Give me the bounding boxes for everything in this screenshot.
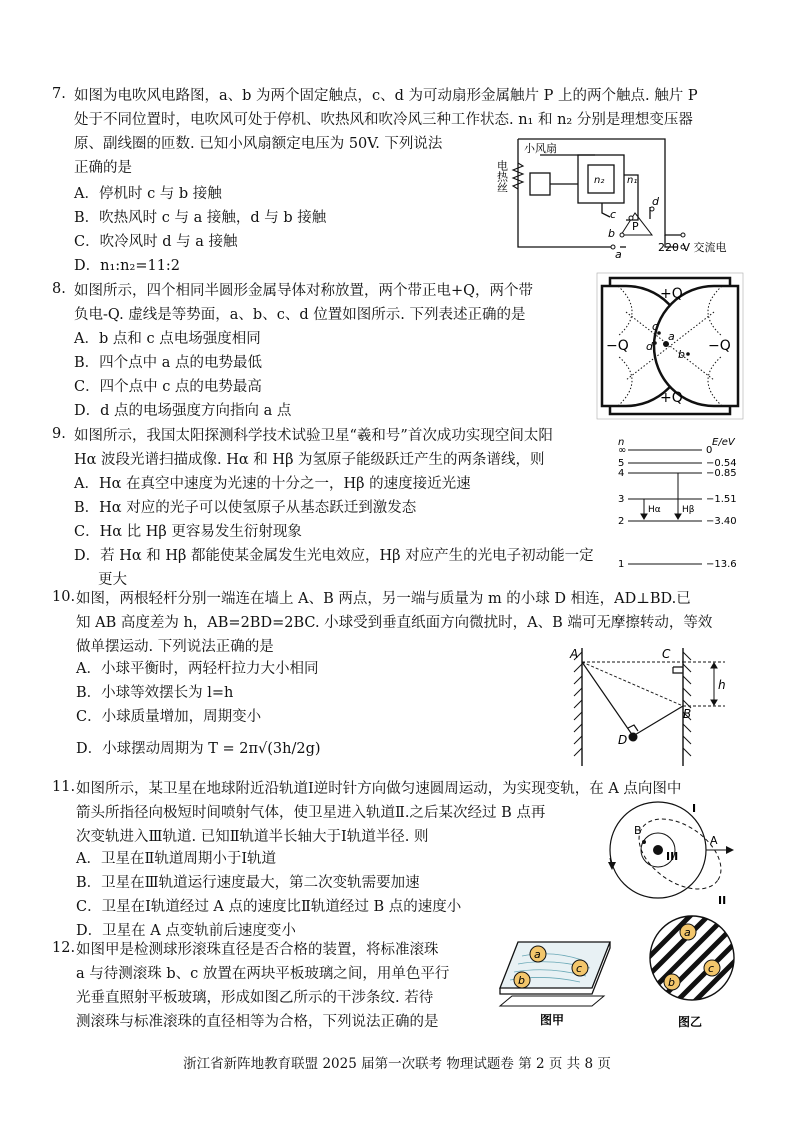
label-n1: n₁: [627, 175, 638, 186]
label-A: A: [570, 647, 579, 661]
label-II: II: [718, 894, 727, 907]
option-d[interactable]: D．d 点的电场强度方向指向 a 点: [74, 403, 292, 419]
label-B: B: [634, 824, 642, 837]
question-number: 11.: [52, 779, 76, 795]
bottom-charge-label: +Q: [660, 390, 683, 406]
q12-figure-jia: [492, 936, 620, 1032]
option-b[interactable]: B．卫星在Ⅲ轨道运行速度最大，第二次变轨需要加速: [76, 875, 420, 891]
option-a[interactable]: A．卫星在Ⅱ轨道周期小于Ⅰ轨道: [76, 851, 277, 867]
energy-level-value: 0: [706, 445, 713, 456]
option-d[interactable]: D．n₁:n₂=11:2: [74, 258, 181, 274]
stem-line: 如图所示，某卫星在地球附近沿轨道Ⅰ逆时针方向做匀速圆周运动，为实现变轨，在 A 点向图中: [76, 781, 682, 797]
stem-line: Hα 波段光谱扫描成像. Hα 和 Hβ 为氢原子能级跃迁产生的两条谱线，则: [74, 452, 545, 468]
q9-energy-level-figure: [612, 436, 752, 572]
label-c: c: [610, 208, 617, 221]
label-n2: n₂: [594, 175, 605, 186]
point-c-label: c: [652, 320, 659, 333]
q11-orbit-figure: [600, 800, 752, 910]
option-b[interactable]: B．吹热风时 c 与 a 接触，d 与 b 接触: [74, 210, 327, 226]
label-A: A: [710, 834, 718, 847]
label-p: P: [632, 220, 639, 233]
option-a[interactable]: A．停机时 c 与 b 接触: [74, 186, 222, 202]
point-d-label: d: [646, 340, 653, 353]
label-c: c: [576, 962, 583, 975]
stem-line: 如图为电吹风电路图，a、b 为两个固定触点，c、d 为可动扇形金属触片 P 上的两个触点. 触片 P: [74, 88, 698, 104]
energy-level-value: −3.40: [706, 516, 737, 527]
ball-d: [629, 733, 638, 742]
energy-level-n: 1: [618, 559, 625, 570]
right-charge-label: −Q: [708, 338, 731, 354]
label-b: b: [608, 227, 615, 240]
stem-line: 如图，两根轻杆分别一端连在墙上 A、B 两点，另一端与质量为 m 的小球 D 相连，AD⊥BD.已: [76, 591, 691, 607]
fringe-label-a: a: [684, 926, 691, 939]
stem-line: 次变轨进入Ⅲ轨道. 已知Ⅱ轨道半长轴大于Ⅰ轨道半径. 则: [76, 829, 429, 845]
question-number: 10.: [52, 589, 76, 605]
energy-level-value: −0.54: [706, 458, 737, 469]
label-D: D: [618, 733, 628, 747]
heater-label: 电热丝: [495, 160, 509, 193]
energy-level-n: 3: [618, 494, 625, 505]
option-d[interactable]: D．若 Hα 和 Hβ 都能使某金属发生光电效应，Hβ 对应产生的光电子初动能一定: [74, 548, 594, 564]
figure-jia-caption: 图甲: [540, 1013, 565, 1027]
fringe-label-c: c: [708, 962, 715, 975]
point-b-label: b: [678, 348, 685, 361]
supply-label: 220 V 交流电: [658, 241, 727, 254]
q10-pendulum-figure: [570, 640, 740, 768]
energy-level-value: −13.6: [706, 559, 737, 570]
energy-header: E/eV: [712, 437, 735, 448]
option-c[interactable]: C．小球质量增加，周期变小: [76, 709, 262, 725]
option-d[interactable]: D．小球摆动周期为 T = 2π√(3h/2g): [76, 741, 321, 757]
option-b[interactable]: B．Hα 对应的光子可以使氢原子从基态跃迁到激发态: [74, 500, 417, 516]
question-number: 9.: [52, 426, 66, 442]
earth: [653, 845, 663, 855]
energy-level-n: 5: [618, 458, 625, 469]
label-C: C: [662, 647, 671, 661]
option-a[interactable]: A．b 点和 c 点电场强度相同: [74, 331, 261, 347]
label-I: I: [692, 802, 697, 815]
energy-level-value: −1.51: [706, 494, 737, 505]
option-c[interactable]: C．四个点中 c 点的电势最高: [74, 379, 262, 395]
option-a[interactable]: A．Hα 在真空中速度为光速的十分之一，Hβ 的速度接近光速: [74, 476, 471, 492]
q8-conductors-figure: [596, 272, 744, 420]
label-a: a: [534, 948, 541, 961]
option-d[interactable]: D．卫星在 A 点变轨前后速度变小: [76, 923, 296, 939]
stem-line: 处于不同位置时，电吹风可处于停机、吹热风和吹冷风三种工作状态. n₁ 和 n₂ 分别是理想变压器: [74, 112, 693, 128]
figure-yi-caption: 图乙: [678, 1015, 703, 1029]
option-d-continued: 更大: [98, 572, 127, 588]
stem-line: 如图甲是检测球形滚珠直径是否合格的装置，将标准滚珠: [76, 942, 439, 958]
label-d: d: [652, 195, 659, 208]
option-b[interactable]: B．小球等效摆长为 l=h: [76, 685, 234, 701]
left-charge-label: −Q: [606, 338, 629, 354]
h-beta-label: Hβ: [682, 505, 695, 515]
label-a: a: [615, 248, 622, 261]
fan-label: 小风扇: [524, 142, 557, 155]
h-alpha-label: Hα: [648, 505, 661, 515]
fan-motor: [530, 173, 550, 195]
stem-line: 如图所示，四个相同半圆形金属导体对称放置，两个带正电+Q，两个带: [74, 283, 534, 299]
stem-line: 正确的是: [74, 160, 132, 176]
label-B: B: [683, 707, 692, 721]
stem-line: 箭头所指径向极短时间喷射气体，使卫星进入轨道Ⅱ.之后某次经过 B 点再: [76, 805, 546, 821]
stem-line: 光垂直照射平板玻璃，形成如图乙所示的干涉条纹. 若待: [76, 990, 434, 1006]
stem-line: 测滚珠与标准滚珠的直径相等为合格，下列说法正确的是: [76, 1014, 439, 1030]
question-number: 12.: [52, 940, 76, 956]
stem-line: 负电-Q. 虚线是等势面，a、b、c、d 位置如图所示. 下列表述正确的是: [74, 307, 526, 323]
energy-level-n: ∞: [618, 445, 627, 456]
fringe-label-b: b: [668, 976, 675, 989]
energy-level-n: 2: [618, 516, 625, 527]
option-a[interactable]: A．小球平衡时，两轻杆拉力大小相同: [76, 661, 319, 677]
stem-line: 原、副线圈的匝数. 已知小风扇额定电压为 50V. 下列说法: [74, 136, 443, 152]
option-b[interactable]: B．四个点中 a 点的电势最低: [74, 355, 263, 371]
stem-line: 如图所示，我国太阳探测科学技术试验卫星“羲和号”首次成功实现空间太阳: [74, 428, 553, 444]
question-number: 8.: [52, 281, 66, 297]
orbit-II: [626, 805, 733, 904]
rod-bd: [633, 706, 683, 736]
point-a-label: a: [668, 330, 675, 343]
stem-line: a 与待测滚珠 b、c 放置在两块平板玻璃之间，用单色平行: [76, 966, 450, 982]
label-III: III: [666, 850, 679, 863]
stem-line: 做单摆运动. 下列说法正确的是: [76, 639, 274, 655]
energy-level-value: −0.85: [706, 468, 737, 479]
q12-figure-yi: [646, 912, 742, 1034]
option-c[interactable]: C．吹冷风时 d 与 a 接触: [74, 234, 238, 250]
stem-line: 知 AB 高度差为 h，AB=2BD=2BC. 小球受到垂直纸面方向微扰时，A、B 端可无摩擦转动，等效: [76, 615, 713, 631]
top-charge-label: +Q: [660, 286, 683, 302]
label-b: b: [518, 974, 525, 987]
option-c[interactable]: C．卫星在Ⅰ轨道经过 A 点的速度比Ⅱ轨道经过 B 点的速度小: [76, 899, 462, 915]
n-header: n: [618, 437, 625, 448]
question-number: 7.: [52, 86, 66, 102]
option-c[interactable]: C．Hα 比 Hβ 更容易发生衍射现象: [74, 524, 302, 540]
label-h: h: [718, 678, 726, 692]
energy-level-n: 4: [618, 468, 625, 479]
q7-circuit-figure: [495, 135, 750, 261]
page-footer: 浙江省新阵地教育联盟 2025 届第一次联考 物理试题卷 第 2 页 共 8 页: [183, 1056, 611, 1072]
